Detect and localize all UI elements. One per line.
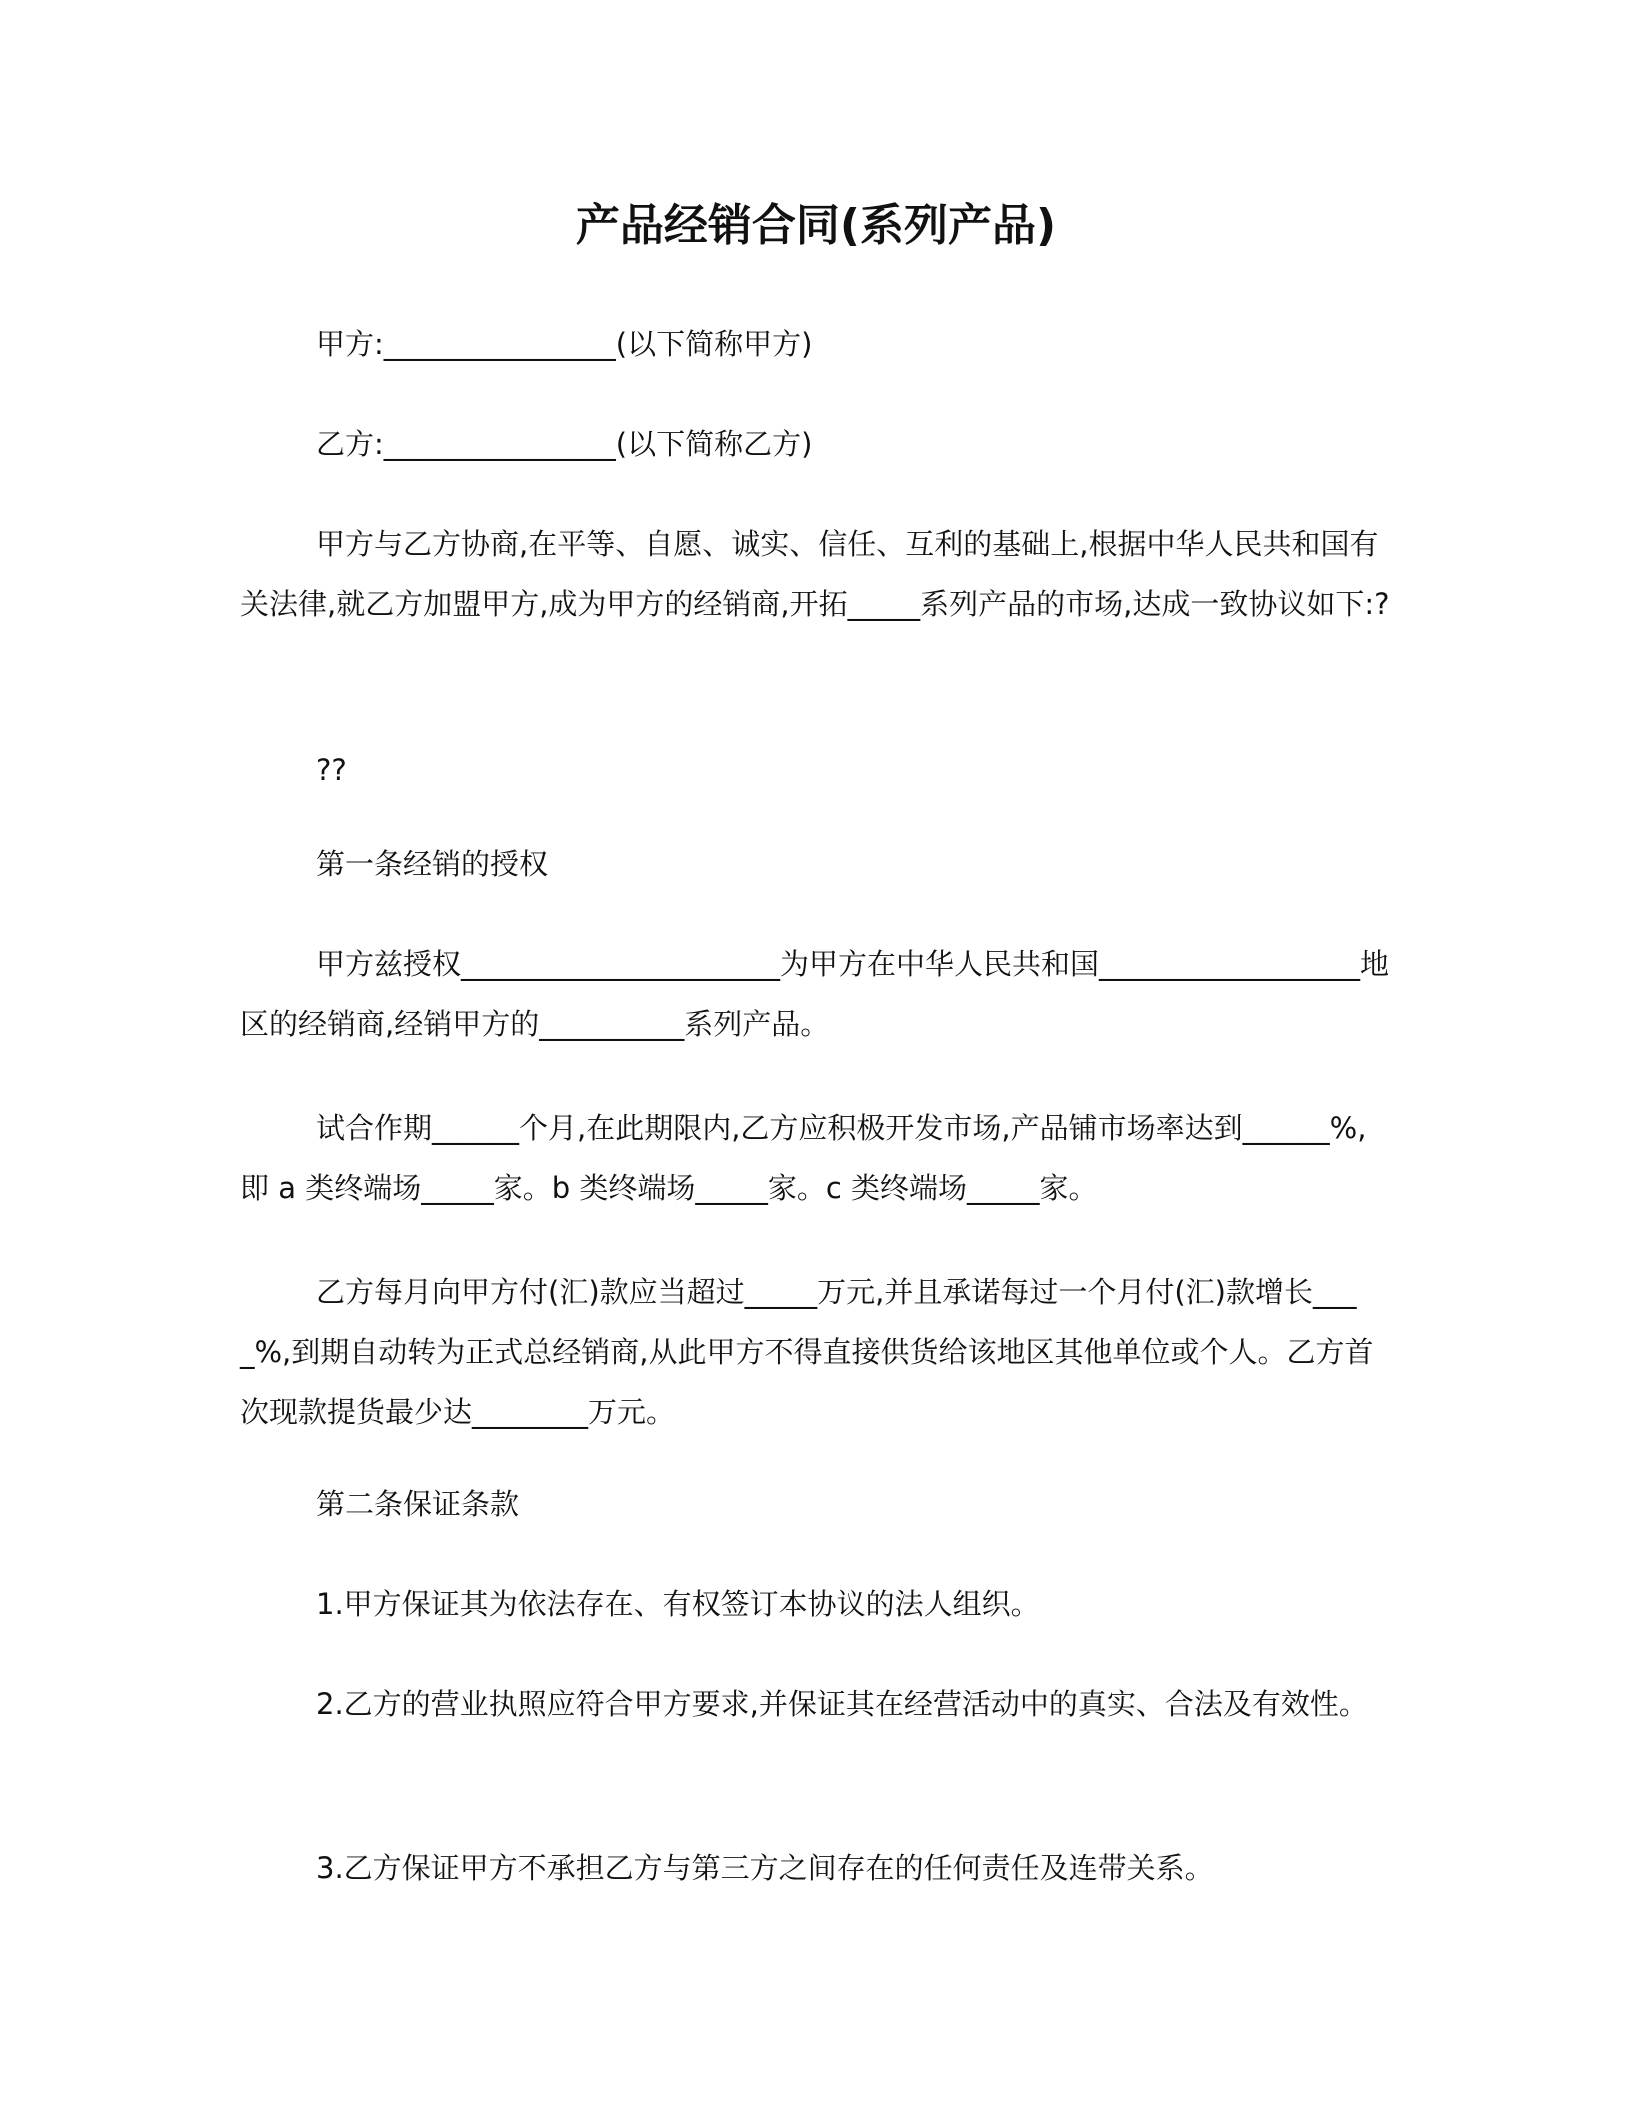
party-b-line: 乙方:________________(以下简称乙方) <box>316 427 813 461</box>
document-title: 产品经销合同(系列产品) <box>575 200 1057 251</box>
article-2-heading: 第二条保证条款 <box>316 1487 520 1521</box>
guarantee-clause-2: 2.乙方的营业执照应符合甲方要求,并保证其在经营活动中的真实、合法及有效性。 <box>316 1687 1368 1721</box>
guarantee-clause-3: 3.乙方保证甲方不承担乙方与第三方之间存在的任何责任及连带关系。 <box>316 1851 1214 1885</box>
party-a-line: 甲方:________________(以下简称甲方) <box>316 327 813 361</box>
authorization-paragraph: 甲方兹授权______________________为甲方在中华人民共和国__________________地区的经销商,经销甲方的__________系列产品。 <box>240 947 1390 1041</box>
placeholder-marks: ?? <box>316 753 347 787</box>
preamble-paragraph: 甲方与乙方协商,在平等、自愿、诚实、信任、互利的基础上,根据中华人民共和国有关法律,就乙方加盟甲方,成为甲方的经销商,开拓_____系列产品的市场,达成一致协议如下:? <box>240 527 1390 621</box>
trial-period-paragraph: 试合作期______个月,在此期限内,乙方应积极开发市场,产品铺市场率达到______%,即 a 类终端场_____家。b 类终端场_____家。c 类终端场_____家。 <box>240 1111 1367 1205</box>
payment-paragraph: 乙方每月向甲方付(汇)款应当超过_____万元,并且承诺每过一个月付(汇)款增长____%,到期自动转为正式总经销商,从此甲方不得直接供货给该地区其他单位或个人。乙方首次现款提货最少达________万元。 <box>240 1275 1374 1429</box>
guarantee-clause-1: 1.甲方保证其为依法存在、有权签订本协议的法人组织。 <box>316 1587 1040 1621</box>
article-1-heading: 第一条经销的授权 <box>316 847 549 881</box>
